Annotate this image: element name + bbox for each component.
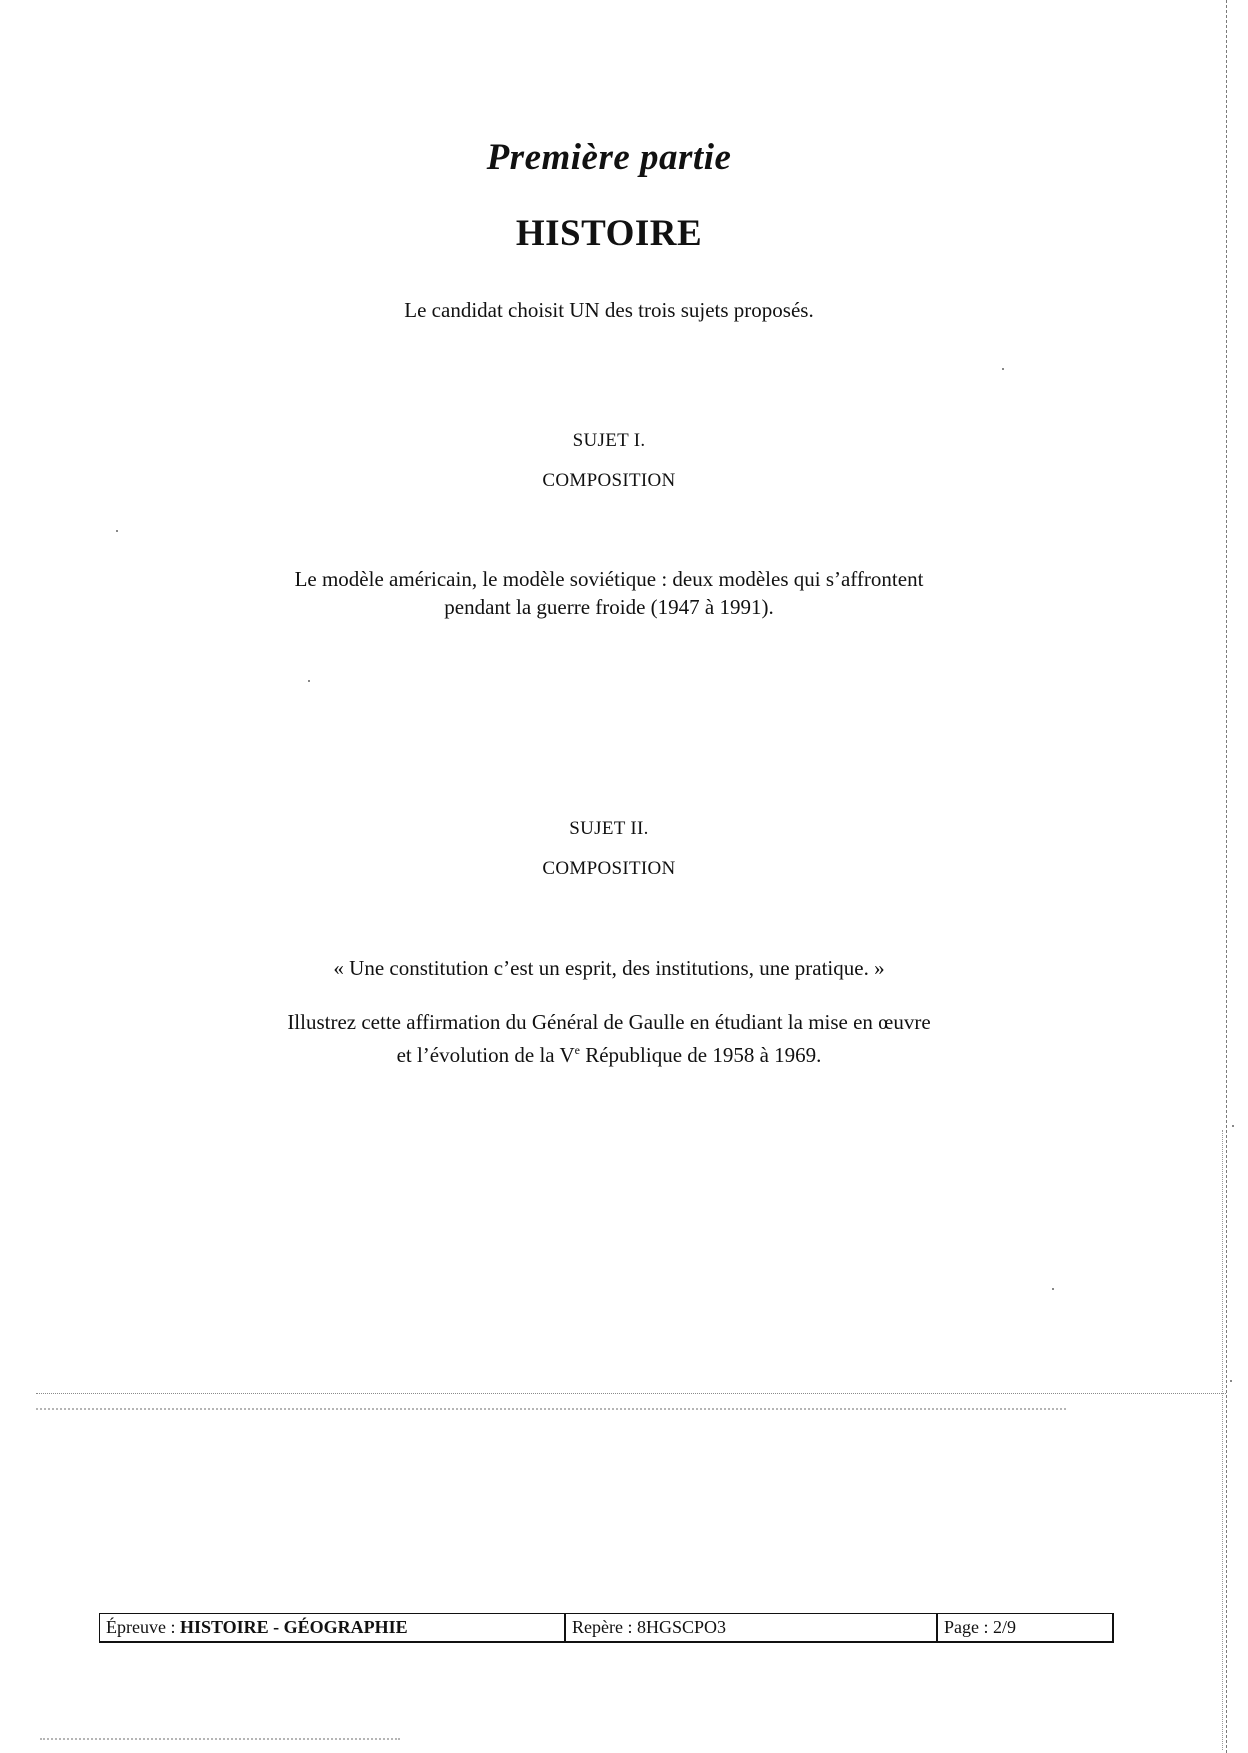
part-title: Première partie xyxy=(486,137,732,178)
footer-epreuve-value: HISTOIRE - GÉOGRAPHIE xyxy=(179,1617,408,1637)
subject-2-type: COMPOSITION xyxy=(542,858,676,879)
section-title: HISTOIRE xyxy=(515,213,703,254)
subject-2-line-2-suffix: République de 1958 à 1969. xyxy=(579,1043,822,1067)
subject-1-type: COMPOSITION xyxy=(542,470,676,491)
subject-2-line-2-prefix: et l’évolution de la V xyxy=(396,1043,575,1067)
subject-2-label: SUJET II. xyxy=(569,818,649,839)
scan-dotted-line xyxy=(36,1393,1226,1394)
subject-2-line-2-superscript: e xyxy=(574,1043,580,1057)
subject-2-line-1: Illustrez cette affirmation du Général de Gaulle en étudiant la mise en œuvre xyxy=(287,1010,931,1034)
footer-repere: Repère : 8HGSCPO3 xyxy=(566,1614,938,1641)
subject-1-line-2: pendant la guerre froide (1947 à 1991). xyxy=(444,595,774,619)
scan-edge-line-inner xyxy=(1222,1130,1223,1750)
subject-2-quote: « Une constitution c’est un esprit, des institutions, une pratique. » xyxy=(333,956,885,980)
footer-page: Page : 2/9 xyxy=(944,1617,1016,1637)
footer-epreuve-label: Épreuve : xyxy=(106,1617,180,1637)
footer-epreuve xyxy=(100,1614,566,1641)
subject-2-statement xyxy=(0,1008,1218,1069)
scan-edge-line xyxy=(1226,0,1227,1753)
subject-1-line-1: Le modèle américain, le modèle soviétique : deux modèles qui s’affrontent xyxy=(294,567,924,591)
subject-2-line-2 xyxy=(0,1036,1218,1069)
subject-1-label: SUJET I. xyxy=(572,430,646,451)
footer-table xyxy=(99,1613,1114,1643)
instruction-text: Le candidat choisit UN des trois sujets proposés. xyxy=(404,298,814,322)
scan-dotted-line xyxy=(36,1408,1066,1410)
scan-dotted-line xyxy=(40,1738,400,1740)
subject-1-statement xyxy=(0,565,1218,621)
